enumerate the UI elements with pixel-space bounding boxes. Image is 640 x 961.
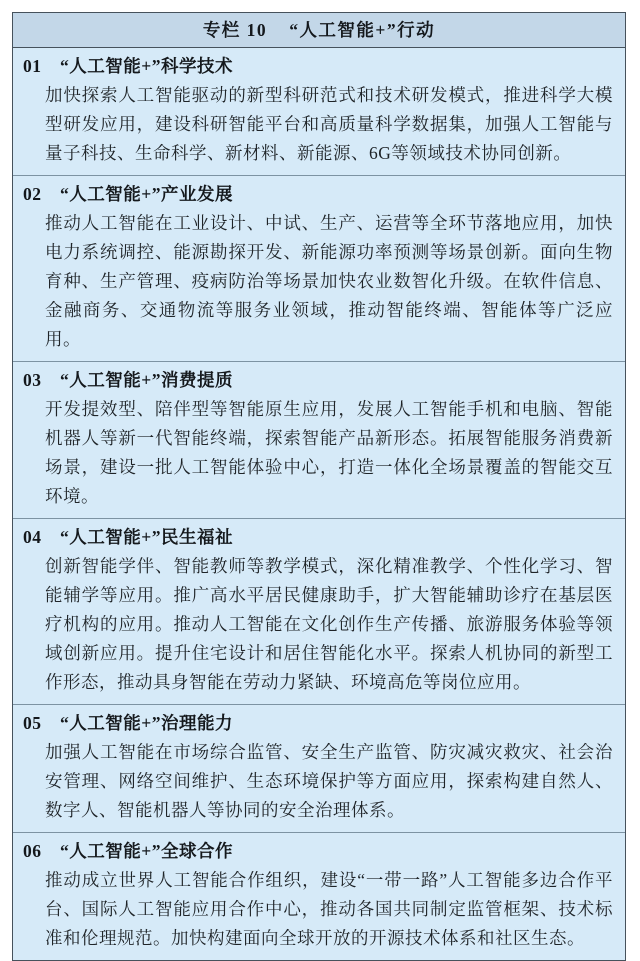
section-body: 加快探索人工智能驱动的新型科研范式和技术研发模式，推进科学大模型研发应用，建设科研智能平台和高质量科学数据集，加强人工智能与量子科技、生命科学、新材料、新能源、6G等领域技术协同创新。 bbox=[45, 85, 613, 163]
section-heading-row bbox=[23, 365, 613, 395]
section-title: “人工智能+”消费提质 bbox=[60, 370, 233, 390]
section-number: 05 bbox=[23, 713, 42, 733]
section-number: 03 bbox=[23, 370, 42, 390]
section-heading-row bbox=[23, 836, 613, 866]
column-title: “人工智能+”行动 bbox=[289, 20, 436, 40]
section-body: 推动成立世界人工智能合作组织，建设“一带一路”人工智能多边合作平台、国际人工智能应用合作中心，推动各国共同制定监管框架、技术标准和伦理规范。加快构建面向全球开放的开源技术体系和社区生态。 bbox=[45, 870, 613, 948]
section-livelihood bbox=[13, 518, 625, 704]
section-body: 创新智能学伴、智能教师等教学模式，深化精准教学、个性化学习、智能辅学等应用。推广高水平居民健康助手，扩大智能辅助诊疗在基层医疗机构的应用。推动人工智能在文化创作生产传播、旅游服务体验等领域创新应用。提升住宅设计和居住智能化水平。探索人机协同的新型工作形态，推动具身智能在劳动力紧缺、环境高危等岗位应用。 bbox=[45, 556, 613, 692]
section-global-cooperation bbox=[13, 832, 625, 960]
section-number: 01 bbox=[23, 56, 42, 76]
column-box-panel bbox=[12, 12, 626, 961]
section-title: “人工智能+”治理能力 bbox=[60, 713, 233, 733]
section-industry bbox=[13, 175, 625, 361]
section-body: 加强人工智能在市场综合监管、安全生产监管、防灾减灾救灾、社会治安管理、网络空间维护、生态环境保护等方面应用，探索构建自然人、数字人、智能机器人等协同的安全治理体系。 bbox=[45, 742, 613, 820]
section-body: 开发提效型、陪伴型等智能原生应用，发展人工智能手机和电脑、智能机器人等新一代智能终端，探索智能产品新形态。拓展智能服务消费新场景，建设一批人工智能体验中心，打造一体化全场景覆盖的智能交互环境。 bbox=[45, 399, 613, 506]
column-box-header bbox=[13, 13, 625, 48]
section-number: 06 bbox=[23, 841, 42, 861]
section-heading-row bbox=[23, 51, 613, 81]
section-body: 推动人工智能在工业设计、中试、生产、运营等全环节落地应用，加快电力系统调控、能源勘探开发、新能源功率预测等场景创新。面向生物育种、生产管理、疫病防治等场景加快农业数智化升级。在软件信息、金融商务、交通物流等服务业领域，推动智能终端、智能体等广泛应用。 bbox=[45, 213, 613, 349]
section-number: 04 bbox=[23, 527, 42, 547]
section-title: “人工智能+”科学技术 bbox=[60, 56, 233, 76]
section-governance bbox=[13, 704, 625, 832]
section-title: “人工智能+”全球合作 bbox=[60, 841, 233, 861]
section-consumption bbox=[13, 361, 625, 518]
section-heading-row bbox=[23, 522, 613, 552]
section-number: 02 bbox=[23, 184, 42, 204]
section-heading-row bbox=[23, 179, 613, 209]
section-title: “人工智能+”民生福祉 bbox=[60, 527, 233, 547]
section-science-tech bbox=[13, 48, 625, 175]
column-number-label: 专栏 10 bbox=[202, 20, 268, 40]
section-title: “人工智能+”产业发展 bbox=[60, 184, 233, 204]
section-heading-row bbox=[23, 708, 613, 738]
